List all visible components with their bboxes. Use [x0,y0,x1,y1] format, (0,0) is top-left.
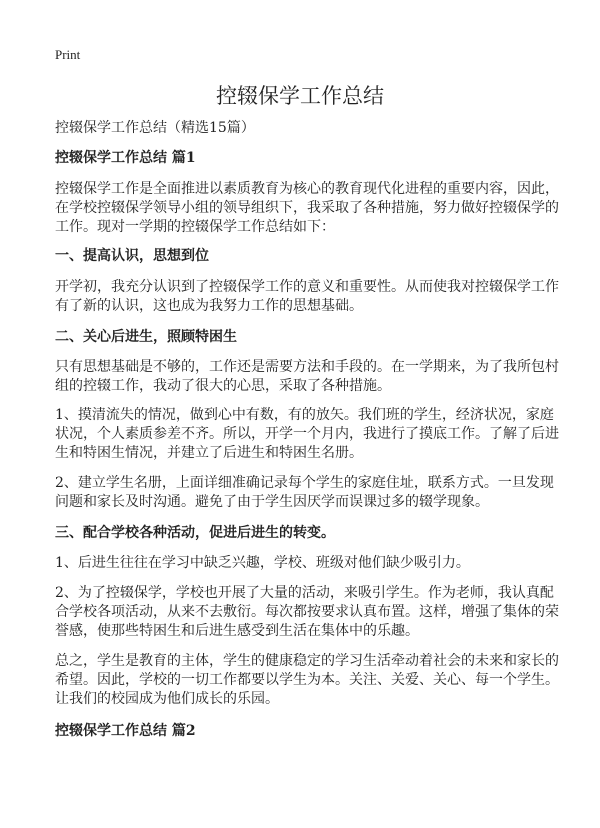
section-3-paragraph-2 [55,584,559,641]
line: 希望。因此，学校的一切工作都要以学生为本。关注、关爱、关心、每一个学生。 [55,672,559,688]
line: 2、建立学生名册，上面详细准确记录每个学生的家庭住址，联系方式。一旦发现 [55,475,554,491]
line: 状况，个人素质参差不齐。所以，开学一个月内，我进行了摸底工作。了解了后进 [55,426,559,442]
section-3-heading: 三、配合学校各种活动，促进后进生的转变。 [55,525,335,541]
line: 在学校控辍保学领导小组的领导组织下，我采取了各种措施，努力做好控辍保学的 [55,200,559,216]
article-2-heading: 控辍保学工作总结 篇2 [55,723,196,739]
section-3-paragraph-1 [55,554,470,573]
conclusion-paragraph [55,652,559,709]
line: 问题和家长及时沟通。避免了由于学生因厌学而误课过多的辍学现象。 [55,494,489,510]
line: 让我们的校园成为他们成长的乐园。 [55,691,279,707]
line: 有了新的认识，这也成为我努力工作的思想基础。 [55,298,363,314]
section-2-heading: 二、关心后进生，照顾特困生 [55,329,237,345]
line: 只有思想基础是不够的，工作还是需要方法和手段的。在一学期来，为了我所包村 [55,359,559,375]
document-title: 控辍保学工作总结 [216,84,384,108]
section-2-paragraph-2 [55,406,559,463]
line: 1、摸清流失的情况，做到心中有数，有的放矢。我们班的学生，经济状况，家庭 [55,407,554,423]
line: 控辍保学工作是全面推进以素质教育为核心的教育现代化进程的重要内容，因此， [55,181,559,197]
section-2-paragraph-1 [55,358,559,396]
line: 1、后进生往往在学习中缺乏兴趣，学校、班级对他们缺少吸引力。 [55,555,470,571]
line: 组的控辍工作，我动了很大的心思，采取了各种措施。 [55,378,391,394]
intro-paragraph [55,180,559,237]
section-2-paragraph-3 [55,474,554,512]
line: 生和特困生情况，并建立了后进生和特困生名册。 [55,445,363,461]
section-1-heading: 一、提高认识，思想到位 [55,248,209,264]
article-1-heading: 控辍保学工作总结 篇1 [55,150,196,166]
line: 总之，学生是教育的主体，学生的健康稳定的学习生活牵动着社会的未来和家长的 [55,653,559,669]
line: 2、为了控辍保学，学校也开展了大量的活动，来吸引学生。作为老师，我认真配 [55,585,554,601]
subtitle: 控辍保学工作总结（精选15篇） [55,120,255,136]
line: 工作。现对一学期的控辍保学工作总结如下： [55,219,335,235]
section-1-paragraph [55,278,559,316]
line: 开学初，我充分认识到了控辍保学工作的意义和重要性。从而使我对控辍保学工作 [55,279,559,295]
line: 合学校各项活动，从来不去敷衍。每次都按要求认真布置。这样，增强了集体的荣 [55,604,559,620]
line: 誉感，使那些特困生和后进生感受到生活在集体中的乐趣。 [55,623,419,639]
print-link[interactable]: Print [55,47,81,62]
